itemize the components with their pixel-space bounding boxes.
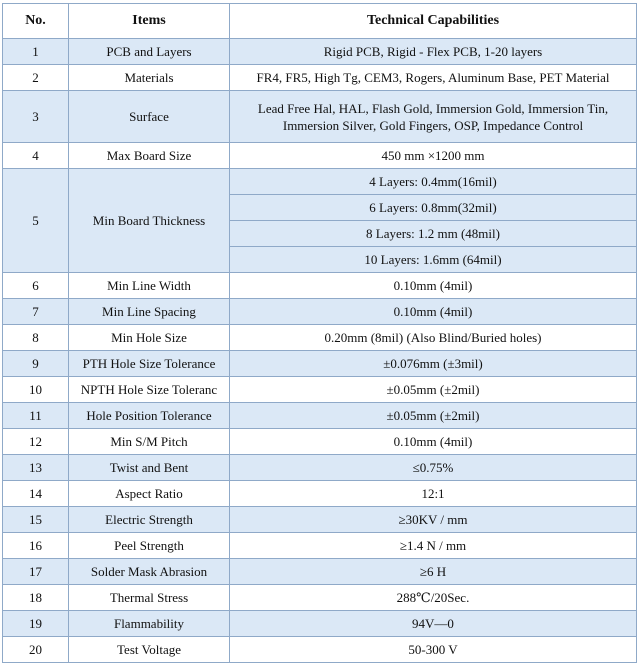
table-row <box>3 585 637 611</box>
table-row <box>3 65 637 91</box>
row-item: Test Voltage <box>69 637 230 663</box>
row-number: 12 <box>3 429 69 455</box>
row-capability: 12:1 <box>230 481 637 507</box>
row-number: 9 <box>3 351 69 377</box>
row-number: 17 <box>3 559 69 585</box>
header-capabilities: Technical Capabilities <box>230 4 637 39</box>
table-row <box>3 351 637 377</box>
table-row <box>3 377 637 403</box>
table-row <box>3 559 637 585</box>
table-row <box>3 39 637 65</box>
row-capability: 8 Layers: 1.2 mm (48mil) <box>230 221 637 247</box>
table-row <box>3 455 637 481</box>
row-capability: 450 mm ×1200 mm <box>230 143 637 169</box>
row-item: Max Board Size <box>69 143 230 169</box>
row-number: 13 <box>3 455 69 481</box>
row-number: 11 <box>3 403 69 429</box>
row-capability: 10 Layers: 1.6mm (64mil) <box>230 247 637 273</box>
table-row <box>3 533 637 559</box>
row-item: Flammability <box>69 611 230 637</box>
table-row <box>3 143 637 169</box>
row-item: NPTH Hole Size Toleranc <box>69 377 230 403</box>
row-number: 19 <box>3 611 69 637</box>
row-item: Min S/M Pitch <box>69 429 230 455</box>
row-capability: 288℃/20Sec. <box>230 585 637 611</box>
technical-capabilities-table <box>2 3 637 663</box>
row-capability: ±0.076mm (±3mil) <box>230 351 637 377</box>
table-row <box>3 403 637 429</box>
row-capability: ≥30KV / mm <box>230 507 637 533</box>
row-item: Thermal Stress <box>69 585 230 611</box>
table-row <box>3 637 637 663</box>
row-capability: ≥1.4 N / mm <box>230 533 637 559</box>
row-number: 15 <box>3 507 69 533</box>
row-number: 8 <box>3 325 69 351</box>
row-capability: 4 Layers: 0.4mm(16mil) <box>230 169 637 195</box>
row-item: Min Line Width <box>69 273 230 299</box>
header-no: No. <box>3 4 69 39</box>
table-row <box>3 325 637 351</box>
row-number: 1 <box>3 39 69 65</box>
row-number: 2 <box>3 65 69 91</box>
row-number: 4 <box>3 143 69 169</box>
row-capability: 0.10mm (4mil) <box>230 429 637 455</box>
row-item: Min Line Spacing <box>69 299 230 325</box>
table-row <box>3 273 637 299</box>
row-capability: 6 Layers: 0.8mm(32mil) <box>230 195 637 221</box>
row-number: 5 <box>3 169 69 273</box>
row-capability: ±0.05mm (±2mil) <box>230 403 637 429</box>
row-item: Electric Strength <box>69 507 230 533</box>
row-item: Min Board Thickness <box>69 169 230 273</box>
row-item: Materials <box>69 65 230 91</box>
row-capability: 50-300 V <box>230 637 637 663</box>
table-row <box>3 481 637 507</box>
table-body <box>3 39 637 663</box>
row-capability: 94V—0 <box>230 611 637 637</box>
row-number: 3 <box>3 91 69 143</box>
row-number: 14 <box>3 481 69 507</box>
table-row <box>3 429 637 455</box>
row-capability: 0.10mm (4mil) <box>230 299 637 325</box>
table-row <box>3 169 637 195</box>
row-number: 20 <box>3 637 69 663</box>
row-item: Min Hole Size <box>69 325 230 351</box>
header-row <box>3 4 637 39</box>
row-number: 18 <box>3 585 69 611</box>
row-item: Twist and Bent <box>69 455 230 481</box>
row-capability: FR4, FR5, High Tg, CEM3, Rogers, Aluminum Base, PET Material <box>230 65 637 91</box>
row-capability: ±0.05mm (±2mil) <box>230 377 637 403</box>
row-capability: Lead Free Hal, HAL, Flash Gold, Immersion Gold, Immersion Tin, Immersion Silver, Gold Fingers, OSP, Impedance Control <box>230 91 637 143</box>
row-item: Aspect Ratio <box>69 481 230 507</box>
row-number: 7 <box>3 299 69 325</box>
row-capability: 0.20mm (8mil) (Also Blind/Buried holes) <box>230 325 637 351</box>
table-row <box>3 91 637 143</box>
row-item: Hole Position Tolerance <box>69 403 230 429</box>
table-row <box>3 611 637 637</box>
row-number: 10 <box>3 377 69 403</box>
row-item: PCB and Layers <box>69 39 230 65</box>
row-number: 16 <box>3 533 69 559</box>
row-capability: ≤0.75% <box>230 455 637 481</box>
row-capability: 0.10mm (4mil) <box>230 273 637 299</box>
row-item: PTH Hole Size Tolerance <box>69 351 230 377</box>
row-item: Peel Strength <box>69 533 230 559</box>
table-row <box>3 299 637 325</box>
header-items: Items <box>69 4 230 39</box>
row-capability: Rigid PCB, Rigid - Flex PCB, 1-20 layers <box>230 39 637 65</box>
row-number: 6 <box>3 273 69 299</box>
row-item: Surface <box>69 91 230 143</box>
row-capability: ≥6 H <box>230 559 637 585</box>
table-row <box>3 507 637 533</box>
row-item: Solder Mask Abrasion <box>69 559 230 585</box>
